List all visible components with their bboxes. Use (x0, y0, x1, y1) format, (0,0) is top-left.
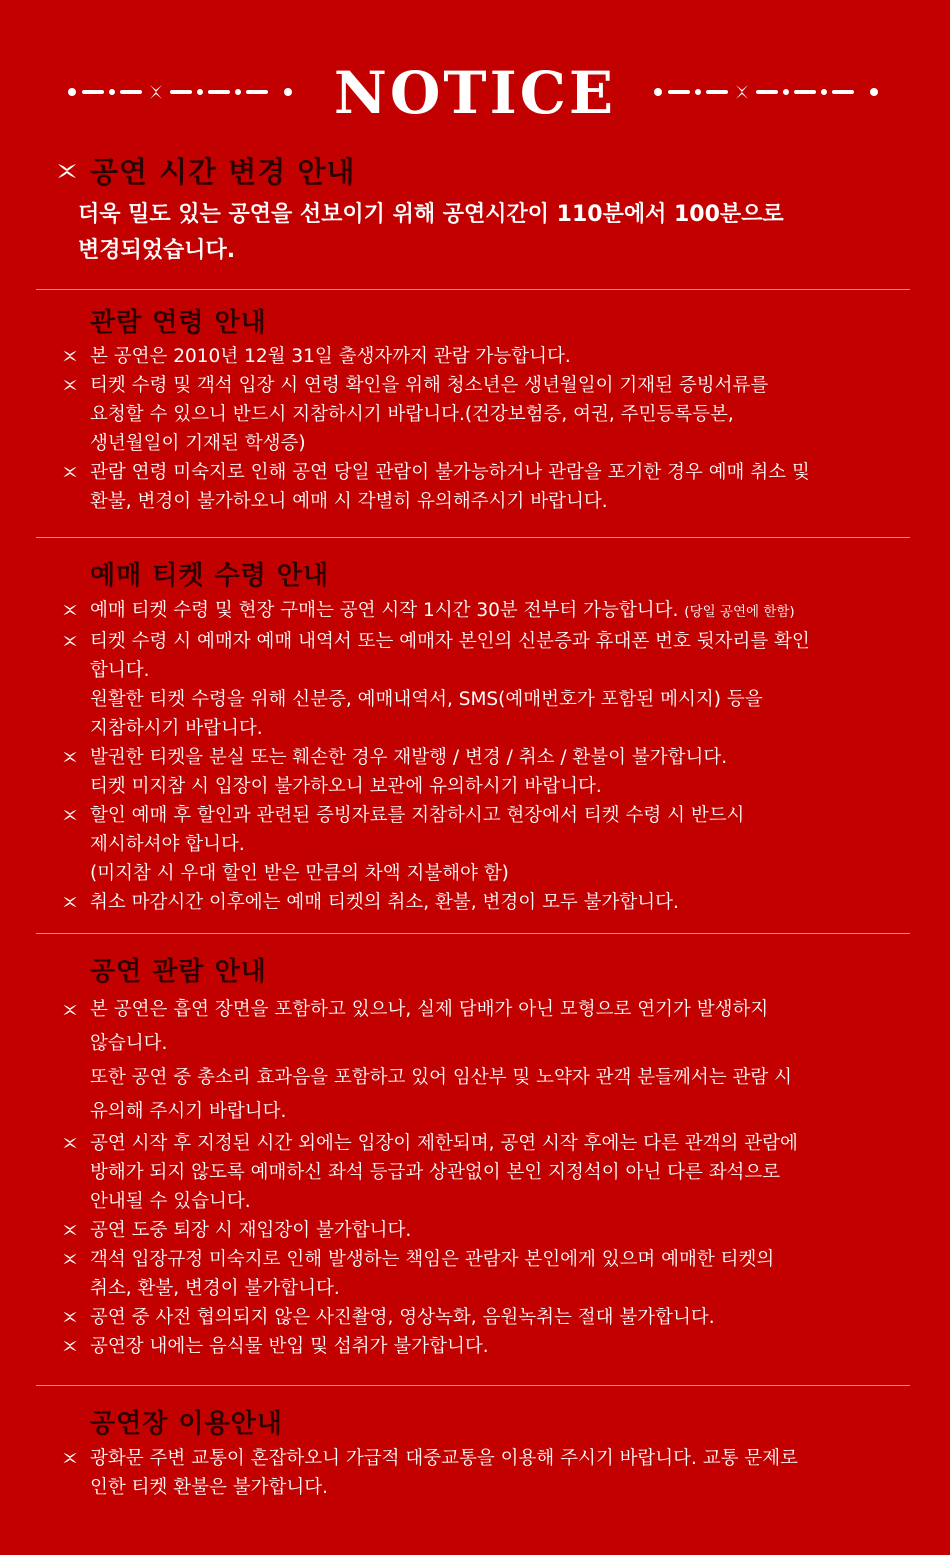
item-line (90, 596, 892, 627)
list-item (62, 1332, 892, 1361)
item-line: 또한 공연 중 총소리 효과음을 포함하고 있어 임산부 및 노약자 관객 분들께서는 관람 시 (90, 1067, 792, 1088)
cross-bullet-icon (62, 1450, 78, 1466)
viewing-list (62, 993, 892, 1361)
intro-line: 변경되었습니다. (78, 238, 236, 263)
item-line: 공연장 내에는 음식물 반입 및 섭취가 불가합니다. (90, 1336, 489, 1357)
section-heading-time-change: 공연 시간 변경 안내 (90, 155, 356, 189)
item-line: 공연 중 사전 협의되지 않은 사진촬영, 영상녹화, 음원녹취는 절대 불가합니다. (90, 1307, 715, 1328)
item-line: 할인 예매 후 할인과 관련된 증빙자료를 지참하시고 현장에서 티켓 수령 시 반드시 (90, 805, 745, 826)
item-line: 공연 시작 후 지정된 시간 외에는 입장이 제한되며, 공연 시작 후에는 다른 관객의 관람에 (90, 1133, 798, 1154)
item-line: 요청할 수 있으니 반드시 지참하시기 바랍니다.(건강보험증, 여권, 주민등록등본, (90, 404, 734, 425)
cross-bullet-icon (62, 464, 78, 480)
time-change-text (78, 197, 898, 269)
item-line: 본 공연은 흡연 장면을 포함하고 있으나, 실제 담배가 아닌 모형으로 연기가 발생하지 (90, 999, 769, 1020)
divider (36, 933, 910, 934)
item-line: 취소 마감시간 이후에는 예매 티켓의 취소, 환불, 변경이 모두 불가합니다. (90, 892, 679, 913)
item-line: 티켓 수령 및 객석 입장 시 연령 확인을 위해 청소년은 생년월일이 기재된 증빙서류를 (90, 375, 769, 396)
cross-bullet-icon (62, 1002, 78, 1018)
list-item (62, 596, 892, 627)
item-text: 예매 티켓 수령 및 현장 구매는 공연 시작 1시간 30분 전부터 가능합니다. (90, 600, 679, 621)
section-heading-viewing: 공연 관람 안내 (90, 957, 267, 987)
page-title: NOTICE (333, 59, 617, 127)
cross-bullet-icon (62, 602, 78, 618)
item-line: 광화문 주변 교통이 혼잡하오니 가급적 대중교통을 이용해 주시기 바랍니다. 교통 문제로 (90, 1448, 799, 1469)
intro-line: 더욱 밀도 있는 공연을 선보이기 위해 공연시간이 110분에서 100분으로 (78, 202, 784, 227)
divider (36, 537, 910, 538)
item-line: 지참하시기 바랍니다. (90, 718, 263, 739)
item-line: 제시하셔야 합니다. (90, 834, 245, 855)
list-item (62, 1216, 892, 1245)
item-line: 않습니다. (90, 1033, 168, 1054)
list-item (62, 458, 892, 516)
item-note: (당일 공연에 한함) (684, 604, 795, 620)
item-line: 방해가 되지 않도록 예매하신 좌석 등급과 상관없이 본인 지정석이 아닌 다른 좌석으로 (90, 1162, 781, 1183)
cross-bullet-icon (62, 1309, 78, 1325)
cross-bullet-icon (62, 749, 78, 765)
cross-bullet-icon (62, 894, 78, 910)
item-line: 티켓 미지참 시 입장이 불가하오니 보관에 유의하시기 바랍니다. (90, 776, 602, 797)
notice-header (0, 58, 950, 128)
item-line: 합니다. (90, 660, 150, 681)
list-item (62, 801, 892, 888)
cross-bullet-icon (62, 348, 78, 364)
item-line: 인한 티켓 환불은 불가합니다. (90, 1477, 328, 1498)
cross-bullet-icon (62, 1251, 78, 1267)
item-line: 취소, 환불, 변경이 불가합니다. (90, 1278, 340, 1299)
list-item (62, 1303, 892, 1332)
list-item (62, 627, 892, 743)
section-heading-ticket: 예매 티켓 수령 안내 (90, 561, 330, 591)
section-heading-age: 관람 연령 안내 (90, 308, 267, 338)
item-line: 발권한 티켓을 분실 또는 훼손한 경우 재발행 / 변경 / 취소 / 환불이 불가합니다. (90, 747, 728, 768)
cross-bullet-icon (62, 807, 78, 823)
item-line: 생년월일이 기재된 학생증) (90, 433, 306, 454)
cross-bullet-icon (62, 1338, 78, 1354)
divider (36, 1385, 910, 1386)
item-line: 원활한 티켓 수령을 위해 신분증, 예매내역서, SMS(예매번호가 포함된 메시지) 등을 (90, 689, 763, 710)
item-line: 공연 도중 퇴장 시 재입장이 불가합니다. (90, 1220, 412, 1241)
item-line: 관람 연령 미숙지로 인해 공연 당일 관람이 불가능하거나 관람을 포기한 경우 예매 취소 및 (90, 462, 810, 483)
item-line: (미지참 시 우대 할인 받은 만큼의 차액 지불해야 함) (90, 863, 509, 884)
item-line: 본 공연은 2010년 12월 31일 출생자까지 관람 가능합니다. (90, 346, 571, 367)
cross-bullet-icon (62, 1135, 78, 1151)
cross-bullet-icon (62, 633, 78, 649)
cross-bullet-icon (56, 160, 78, 182)
section-heading-venue: 공연장 이용안내 (90, 1409, 283, 1439)
list-item (62, 1245, 892, 1303)
list-item (62, 1444, 892, 1502)
list-item (62, 888, 892, 917)
list-item (62, 342, 892, 371)
item-line: 안내될 수 있습니다. (90, 1191, 251, 1212)
venue-list (62, 1444, 892, 1502)
item-line: 티켓 수령 시 예매자 예매 내역서 또는 예매자 본인의 신분증과 휴대폰 번호 뒷자리를 확인 (90, 631, 810, 652)
list-item (62, 1129, 892, 1216)
list-item (62, 993, 892, 1129)
item-line: 유의해 주시기 바랍니다. (90, 1101, 287, 1122)
cross-bullet-icon (62, 1222, 78, 1238)
item-line: 객석 입장규정 미숙지로 인해 발생하는 책임은 관람자 본인에게 있으며 예매한 티켓의 (90, 1249, 775, 1270)
ticket-list (62, 596, 892, 917)
ornament-right-icon (652, 80, 882, 104)
age-list (62, 342, 892, 516)
item-line: 환불, 변경이 불가하오니 예매 시 각별히 유의해주시기 바랍니다. (90, 491, 608, 512)
list-item (62, 743, 892, 801)
list-item (62, 371, 892, 458)
cross-bullet-icon (62, 377, 78, 393)
divider (36, 289, 910, 290)
